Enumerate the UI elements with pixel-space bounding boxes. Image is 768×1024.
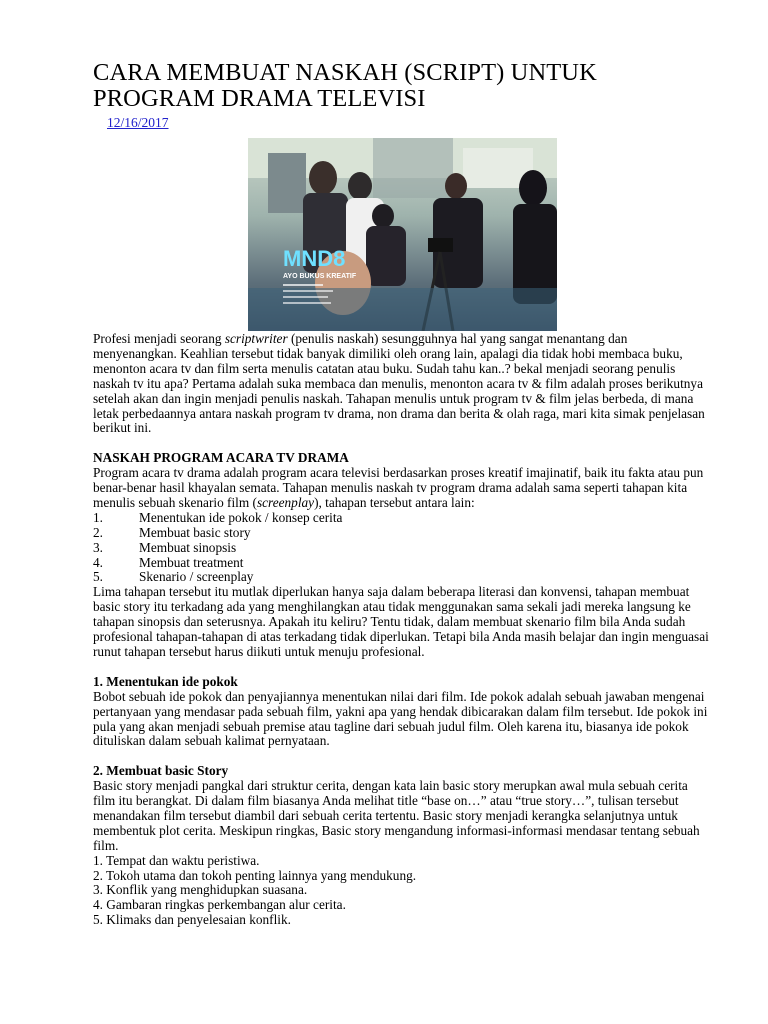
post-date-link[interactable]: 12/16/2017 — [107, 115, 169, 130]
photo-logo: MND8 — [283, 246, 346, 271]
intro-text-a: Profesi menjadi seorang — [93, 331, 225, 346]
ide-pokok-paragraph: Bobot sebuah ide pokok dan penyajiannya menentukan nilai dari film. Ide pokok adalah sebuah jawaban mengenai pertanyaan yang mendasar pada sebuah film, yakni apa yang hendak dibicarakan dalam film tersebut. Ide pokok ini pula yang akan menjadi sebuah premise atau tagline dari sebuah judul film. Oleh karena itu, biasanya ide pokok dituliskan dalam sebuah kalimat pernyataan. — [93, 688, 708, 749]
photo-caption: AYO BUKUS KREATIF — [283, 273, 357, 280]
list-text: Membuat sinopsis — [139, 539, 237, 555]
list-item: 1. Tempat dan waktu peristiwa. — [93, 852, 260, 868]
list-text: Skenario / screenplay — [139, 569, 254, 585]
section-heading-drama: NASKAH PROGRAM ACARA TV DRAMA — [93, 450, 349, 466]
drama-text-b: ), tahapan tersebut antara lain: — [314, 494, 475, 510]
drama-text-a: Program acara tv drama adalah program acara televisi berdasarkan proses kreatif imajinatif, baik itu fakta atau pun benar-benar hasil khayalan semata. Tahapan menulis naskah tv program drama adalah sama seperti tahapan kita menulis sebuah skenario film ( — [93, 465, 704, 510]
list-item — [93, 541, 713, 556]
list-item: 5. Klimaks dan penyelesaian konflik. — [93, 912, 291, 928]
list-text: Membuat treatment — [139, 554, 244, 570]
drama-paragraph — [93, 466, 713, 511]
steps-followup-paragraph: Lima tahapan tersebut itu mutlak diperlukan hanya saja dalam beberapa literasi dan konvensi, tahapan membuat basic story itu terkadang ada yang menghilangkan atau tidak menggunakan sama sekali jadi mereka langsung ke tahapan sinopsis dan seterusnya. Apakah itu keliru? Tentu tidak, dalam membuat skenario film bila Anda sudah profesional tahapan-tahapan di atas terkadang tidak diperlukan. Tetapi bila Anda masih belajar dan ingin menguasai runut tahapan tersebut harus diikuti untuk menuju profesional. — [93, 584, 709, 660]
list-item — [93, 526, 713, 541]
drama-term: screenplay — [256, 494, 315, 510]
article-photo — [248, 138, 557, 331]
list-item: 4. Gambaran ringkas perkembangan alur cerita. — [93, 897, 346, 913]
list-number: 5. — [93, 569, 103, 585]
photo-illustration — [248, 138, 557, 331]
list-number: 1. — [93, 509, 103, 525]
list-number: 3. — [93, 539, 103, 555]
basic-story-paragraph: Basic story menjadi pangkal dari struktur cerita, dengan kata lain basic story merupkan awal mula sebuah cerita film itu berangkat. Di dalam film biasanya Anda melihat title “base on…” atau “true story…”, tulisan tersebut menandakan film tersebut diambil dari sebuah cerita tertentu. Basic story menjadi kerangka selanjutnya untuk membentuk plot cerita. Meskipun ringkas, Basic story mengandung informasi-informasi mendasar tentang sebuah film. — [93, 778, 700, 853]
list-text: Menentukan ide pokok / konsep cerita — [139, 509, 343, 525]
intro-term: scriptwriter — [224, 331, 288, 346]
title-line-2: PROGRAM DRAMA TELEVISI — [93, 85, 426, 112]
list-item — [93, 570, 713, 585]
list-item — [93, 556, 713, 571]
article-body — [93, 332, 713, 928]
steps-list — [93, 511, 713, 586]
title-line-1: CARA MEMBUAT NASKAH (SCRIPT) UNTUK — [93, 59, 597, 86]
section-heading-basic-story: 2. Membuat basic Story — [93, 763, 229, 779]
section-heading-ide-pokok: 1. Menentukan ide pokok — [93, 673, 238, 689]
list-item: 2. Tokoh utama dan tokoh penting lainnya yang mendukung. — [93, 867, 417, 883]
article-title — [93, 60, 713, 112]
list-item: 3. Konflik yang menghidupkan suasana. — [93, 882, 308, 898]
list-text: Membuat basic story — [139, 524, 251, 540]
list-number: 2. — [93, 524, 103, 540]
document-page — [93, 59, 713, 928]
intro-paragraph — [93, 332, 713, 436]
list-item — [93, 511, 713, 526]
intro-text-b: (penulis naskah) sesungguhnya hal yang sangat menantang dan menyenangkan. Keahlian tersebut tidak banyak dimiliki oleh orang lain, apalagi dia tidak hobi membaca buku, menonton acara tv dan film serta menulis catatan atau buku. Sudah tahu kan..? bekal menjadi seorang penulis naskah tv itu apa? Pertama adalah suka membaca dan menulis, menonton acara tv & film adalah proses berikutnya setelah akan dan ingin menjadi penulis naskah. Tahapan menulis untuk program tv & film jelas berbeda, di mana letak perbedaannya antara naskah program tv drama, non drama dan berita & olah raga, mari kita simak penjelasan berikut ini. — [93, 331, 705, 436]
list-number: 4. — [93, 554, 103, 570]
